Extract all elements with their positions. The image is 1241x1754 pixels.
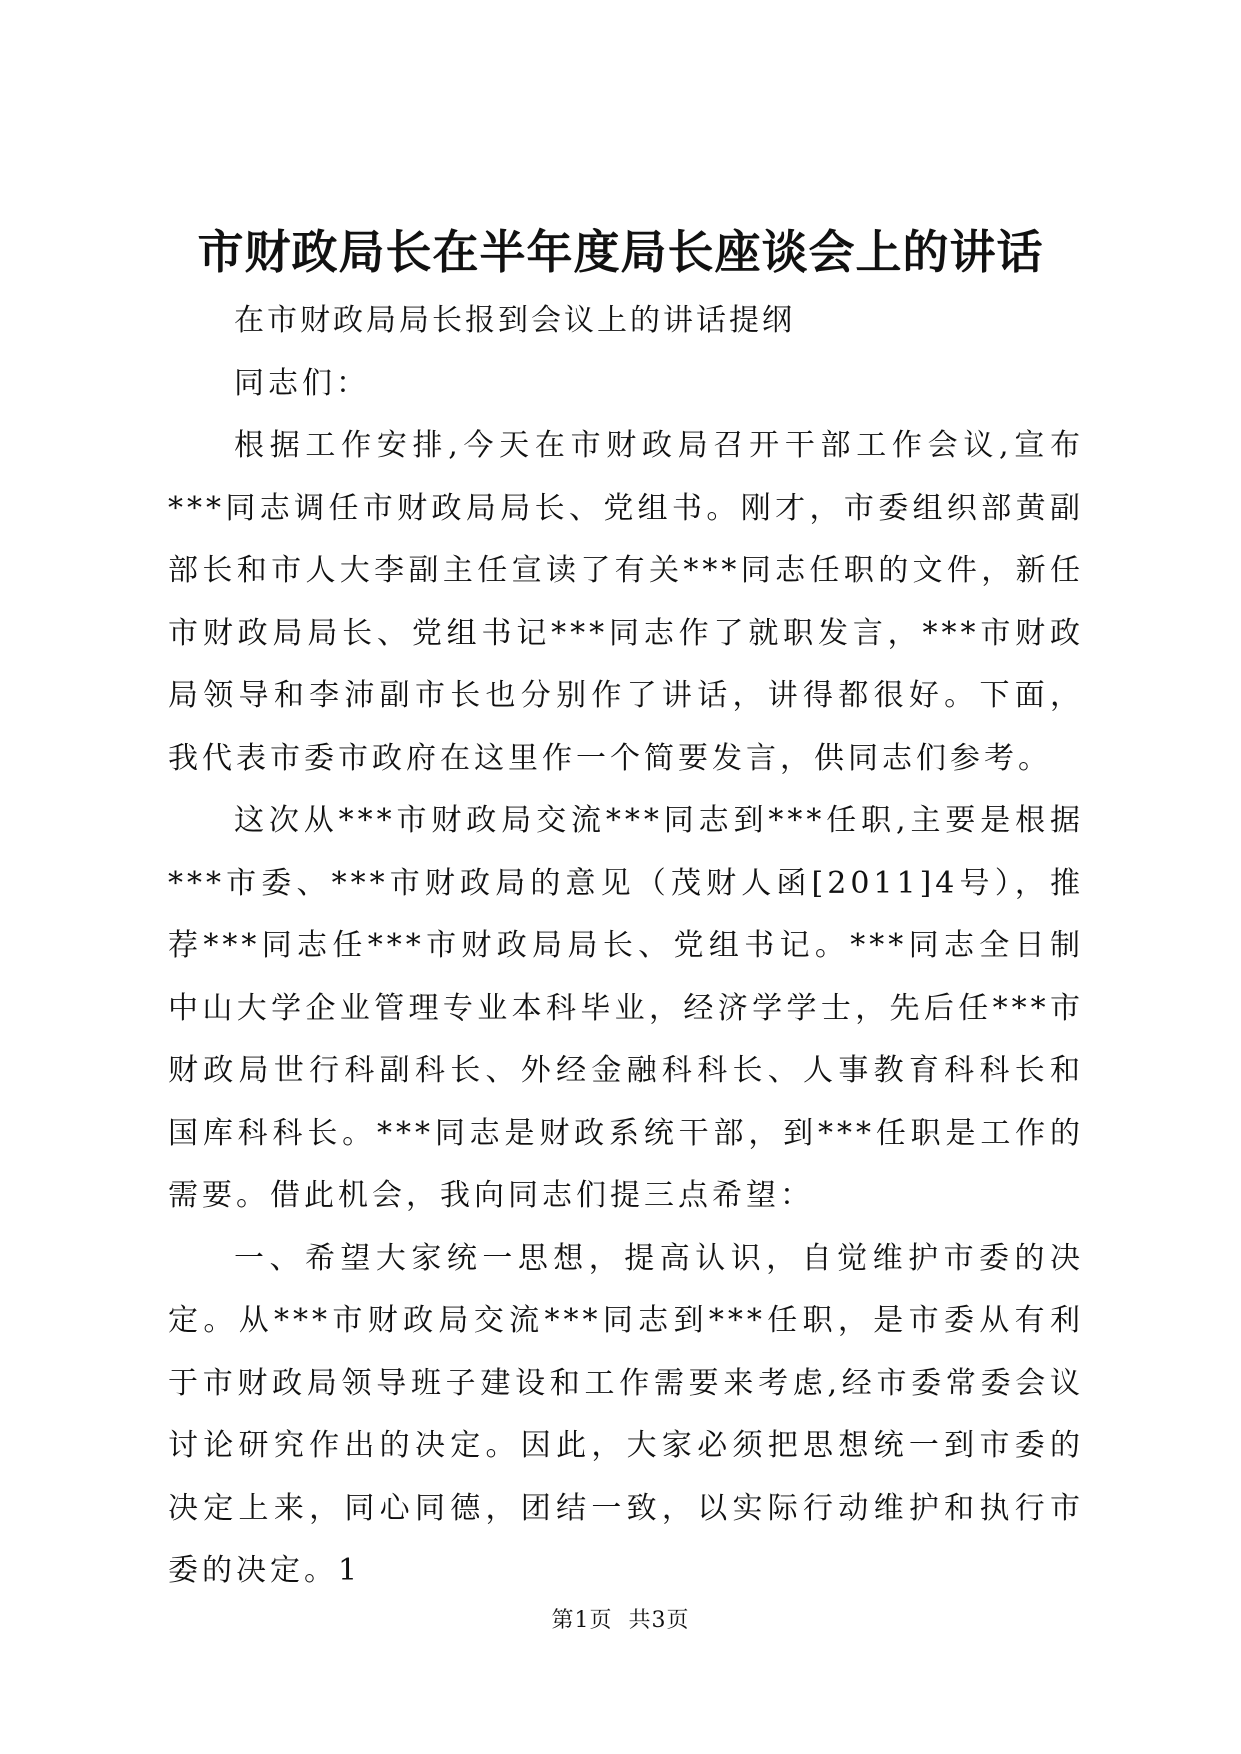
paragraph-hope-one: 一、希望大家统一思想，提高认识，自觉维护市委的决定。从***市财政局交流***同志到***任职，是市委从有利于市财政局领导班子建设和工作需要来考虑,经市委常委会议讨论研究作出的决定。因此，大家必须把思想统一到市委的决定上来，同心同德，团结一致，以实际行动维护和执行市委的决定。1	[168, 1240, 1084, 1588]
document-subtitle: 在市财政局局长报到会议上的讲话提纲	[234, 303, 795, 338]
paragraph-background: 这次从***市财政局交流***同志到***任职,主要是根据***市委、***市财政局的意见（茂财人函[2011]4号），推荐***同志任***市财政局局长、党组书记。***同志全日制中山大学企业管理专业本科毕业，经济学学士，先后任***市财政局世行科副科长、外经金融科科长、人事教育科科长和国库科科长。***同志是财政系统干部，到***任职是工作的需要。借此机会，我向同志们提三点希望：	[168, 803, 1084, 1213]
page-number-current: 第1页	[551, 1608, 613, 1633]
paragraph-intro: 根据工作安排,今天在市财政局召开干部工作会议,宣布***同志调任市财政局局长、党组书。刚才，市委组织部黄副部长和市人大李副主任宣读了有关***同志任职的文件，新任市财政局局长、党组书记***同志作了就职发言，***市财政局领导和李沛副市长也分别作了讲话，讲得都很好。下面，我代表市委市政府在这里作一个简要发言，供同志们参考。	[168, 428, 1084, 776]
salutation: 同志们：	[234, 365, 370, 401]
document-body	[168, 290, 1084, 1603]
document-title: 市财政局长在半年度局长座谈会上的讲话	[197, 225, 1044, 279]
page-footer	[0, 1606, 1241, 1636]
page-number-total: 共3页	[628, 1608, 690, 1633]
